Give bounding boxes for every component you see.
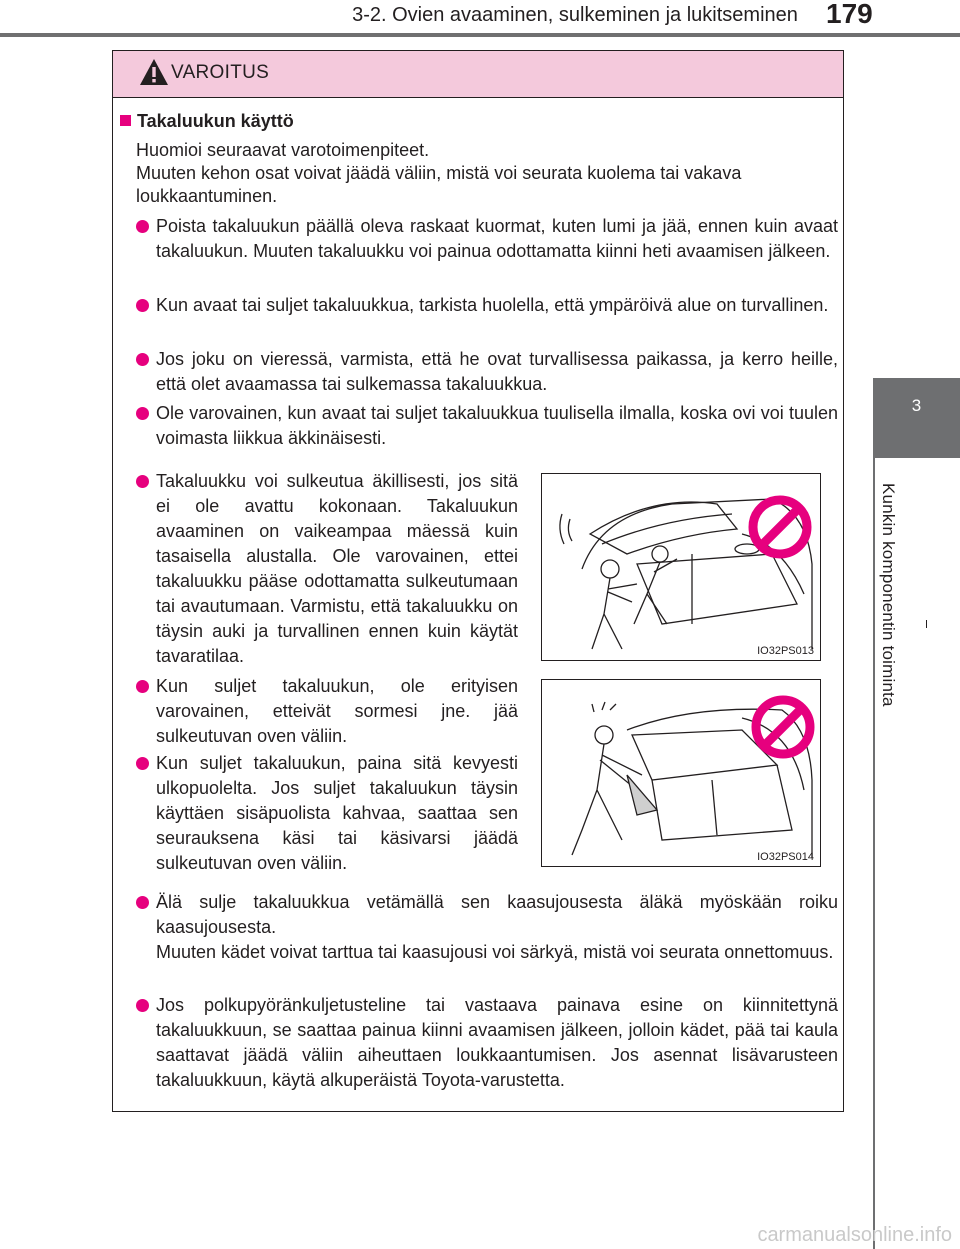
bullet-dot-icon [136,680,149,693]
warning-box [112,50,844,1112]
bullet-dot-icon [136,299,149,312]
prohibition-icon [750,694,816,760]
page-number: 179 [826,0,873,29]
margin-tick [926,620,927,628]
section-square-icon [120,115,131,126]
bullet-dot-icon [136,999,149,1012]
figure-code: IO32PS014 [757,851,814,863]
bullet-item: Jos polkupyöränkuljetusteline tai vastaava painava esine on kiinnitettynä takaluukkuun, se saattaa painua kiinni avaamisen jälkeen, jolloin kädet, pää tai kaula saattavat jäädä väliin aiheuttaen loukkaantumisen. Jos asennat lisävarusteen takaluukkuun, käytä alkuperäistä Toyota-varustetta. [156,993,838,1093]
bullet-item: Jos joku on vieressä, varmista, että he ovat turvallisessa paikassa, ja kerro heille, että olet avaamassa tai sulkemassa takaluukkua. [156,347,838,397]
figure-code: IO32PS013 [757,645,814,657]
bullet-item: Takaluukku voi sulkeutua äkillisesti, jos sitä ei ole avattu kokonaan. Takaluukun avaaminen on vaikeampaa mäessä kuin tasaisella alustalla. Ole varovainen, ettei takaluukku pääse odottamatta sulkeutumaan tai avautumaan. Varmistu, että takaluukku on täysin auki ja turvallinen ennen kuin käytät tavaratilaa. [156,469,518,669]
chapter-tab-label: Kunkin komponentin toiminta [879,483,898,707]
warning-triangle-icon [139,58,169,91]
figure-closing-tailgate [541,679,821,867]
bullet-item: Kun avaat tai suljet takaluukkua, tarkista huolella, että ympäröivä alue on turvallinen. [156,293,838,318]
bullet-item: Älä sulje takaluukkua vetämällä sen kaasujousesta äläkä myöskään roiku kaasujousesta. Muuten kädet voivat tarttua tai kaasujousi voi särkyä, mistä voi seurata onnettomuus. [156,890,838,965]
bullet-dot-icon [136,896,149,909]
header-rule [0,33,960,37]
chapter-tab-rule [873,458,875,1249]
bullet-dot-icon [136,407,149,420]
figure-open-tailgate [541,473,821,661]
warning-label: VAROITUS [171,62,270,83]
bullet-item: Poista takaluukun päällä oleva raskaat kuormat, kuten lumi ja jää, ennen kuin avaat takaluukun. Muuten takaluukku voi painua odottamatta kiinni heti avaamisen jälkeen. [156,214,838,264]
chapter-tab [873,378,960,458]
bullet-dot-icon [136,220,149,233]
section-title: Takaluukun käyttö [120,111,294,132]
warning-header [113,51,843,98]
bullet-item: Kun suljet takaluukun, ole erityisen varovainen, etteivät sormesi jne. jää sulkeutuvan oven väliin. [156,674,518,749]
intro-text: Huomioi seuraavat varotoimenpiteet. Muuten kehon osat voivat jäädä väliin, mistä voi seurata kuolema tai vakava loukkaantuminen. [136,140,742,206]
bullet-dot-icon [136,757,149,770]
chapter-title: 3-2. Ovien avaaminen, sulkeminen ja lukitseminen [352,4,798,26]
prohibition-icon [747,494,813,560]
watermark: carmanualsonline.info [757,1224,952,1246]
chapter-tab-number: 3 [911,396,922,415]
bullet-dot-icon [136,475,149,488]
bullet-item: Ole varovainen, kun avaat tai suljet takaluukkua tuulisella ilmalla, koska ovi voi tuulen voimasta liikkua äkkinäisesti. [156,401,838,451]
bullet-item: Kun suljet takaluukun, paina sitä kevyesti ulkopuolelta. Jos suljet takaluukun täysin käyttäen sisäpuolista kahvaa, saattaa sen seurauksena käsi tai käsivarsi jäädä sulkeutuvan oven väliin. [156,751,518,876]
bullet-dot-icon [136,353,149,366]
